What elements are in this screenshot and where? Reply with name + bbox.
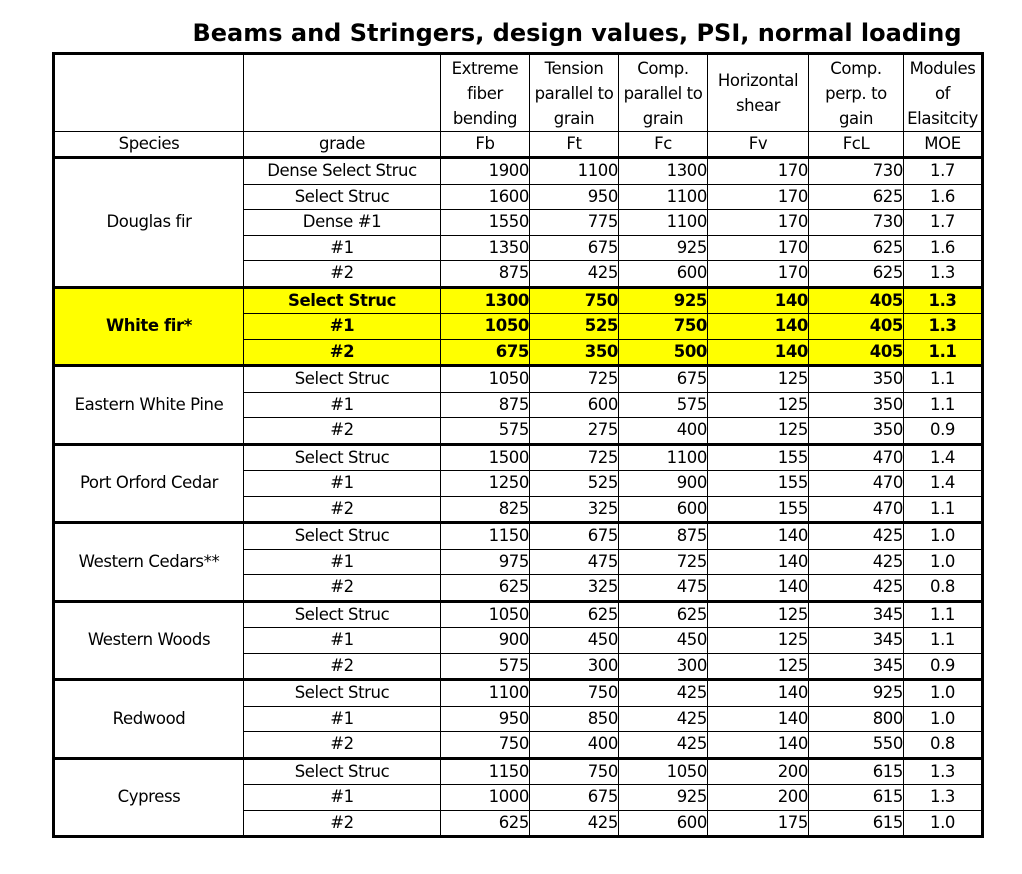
grade-cell: Select Struc bbox=[244, 601, 441, 628]
value-cell-fc: 625 bbox=[619, 601, 708, 628]
column-abbr: Ft bbox=[530, 132, 619, 158]
value-cell-fb: 1000 bbox=[441, 785, 530, 811]
value-cell-fb: 1500 bbox=[441, 444, 530, 471]
column-header-line: bending bbox=[452, 108, 518, 128]
value-cell-ft: 750 bbox=[530, 287, 619, 314]
value-cell-fc: 1100 bbox=[619, 184, 708, 210]
grade-cell: #1 bbox=[244, 628, 441, 654]
species-cell: Cypress bbox=[54, 758, 244, 837]
grade-cell: Select Struc bbox=[244, 680, 441, 707]
grade-cell: Select Struc bbox=[244, 523, 441, 550]
value-cell-moe: 1.1 bbox=[904, 601, 983, 628]
column-header-line: parallel to bbox=[534, 83, 614, 103]
value-cell-moe: 1.4 bbox=[904, 471, 983, 497]
value-cell-fc: 450 bbox=[619, 628, 708, 654]
value-cell-moe: 1.6 bbox=[904, 184, 983, 210]
value-cell-fcl: 730 bbox=[809, 158, 904, 185]
column-header-line: Comp. bbox=[637, 58, 689, 78]
grade-cell: #2 bbox=[244, 261, 441, 288]
value-cell-fb: 1100 bbox=[441, 680, 530, 707]
value-cell-fb: 1050 bbox=[441, 366, 530, 393]
value-cell-fcl: 615 bbox=[809, 810, 904, 837]
species-cell: White fir* bbox=[54, 287, 244, 366]
header-blank-grade bbox=[244, 54, 441, 132]
value-cell-fc: 725 bbox=[619, 549, 708, 575]
value-cell-ft: 425 bbox=[530, 810, 619, 837]
value-cell-fv: 140 bbox=[708, 314, 809, 340]
value-cell-ft: 400 bbox=[530, 732, 619, 759]
column-abbr: Fb bbox=[441, 132, 530, 158]
table-row bbox=[54, 601, 983, 628]
value-cell-ft: 275 bbox=[530, 418, 619, 445]
column-header-line: Horizontal bbox=[717, 71, 799, 90]
value-cell-fb: 575 bbox=[441, 418, 530, 445]
column-header-line: grain bbox=[642, 108, 684, 128]
page-title: Beams and Stringers, design values, PSI, normal loading bbox=[192, 19, 962, 47]
table-row bbox=[54, 758, 983, 785]
value-cell-ft: 725 bbox=[530, 444, 619, 471]
value-cell-fb: 1900 bbox=[441, 158, 530, 185]
value-cell-moe: 1.1 bbox=[904, 366, 983, 393]
value-cell-fcl: 345 bbox=[809, 601, 904, 628]
value-cell-fb: 900 bbox=[441, 628, 530, 654]
grade-cell: #1 bbox=[244, 235, 441, 261]
value-cell-ft: 625 bbox=[530, 601, 619, 628]
column-abbr: MOE bbox=[904, 132, 983, 158]
column-header-line: of bbox=[934, 83, 951, 103]
value-cell-fcl: 470 bbox=[809, 444, 904, 471]
value-cell-ft: 300 bbox=[530, 653, 619, 680]
grade-cell: #2 bbox=[244, 732, 441, 759]
value-cell-fv: 125 bbox=[708, 366, 809, 393]
value-cell-fcl: 350 bbox=[809, 418, 904, 445]
value-cell-fcl: 470 bbox=[809, 471, 904, 497]
grade-cell: #2 bbox=[244, 339, 441, 366]
column-abbr: Fc bbox=[619, 132, 708, 158]
value-cell-fv: 175 bbox=[708, 810, 809, 837]
value-cell-ft: 750 bbox=[530, 680, 619, 707]
value-cell-fb: 1350 bbox=[441, 235, 530, 261]
column-header bbox=[619, 54, 708, 132]
value-cell-moe: 0.9 bbox=[904, 418, 983, 445]
value-cell-moe: 1.1 bbox=[904, 339, 983, 366]
table-row bbox=[54, 287, 983, 314]
value-cell-moe: 1.3 bbox=[904, 261, 983, 288]
value-cell-moe: 0.9 bbox=[904, 653, 983, 680]
grade-cell: Select Struc bbox=[244, 287, 441, 314]
value-cell-moe: 1.3 bbox=[904, 758, 983, 785]
value-cell-fcl: 405 bbox=[809, 314, 904, 340]
value-cell-fcl: 625 bbox=[809, 184, 904, 210]
value-cell-moe: 1.3 bbox=[904, 314, 983, 340]
species-cell: Douglas fir bbox=[54, 158, 244, 288]
column-abbr: FcL bbox=[809, 132, 904, 158]
column-header bbox=[530, 54, 619, 132]
grade-cell: #1 bbox=[244, 549, 441, 575]
value-cell-fv: 125 bbox=[708, 601, 809, 628]
value-cell-fcl: 425 bbox=[809, 575, 904, 602]
column-header bbox=[904, 54, 983, 132]
value-cell-fb: 675 bbox=[441, 339, 530, 366]
grade-column-label: grade bbox=[244, 132, 441, 158]
value-cell-ft: 750 bbox=[530, 758, 619, 785]
value-cell-moe: 1.0 bbox=[904, 810, 983, 837]
species-cell: Western Woods bbox=[54, 601, 244, 680]
column-header-line: gain bbox=[838, 108, 874, 128]
value-cell-fc: 925 bbox=[619, 235, 708, 261]
value-cell-fv: 140 bbox=[708, 549, 809, 575]
species-cell: Western Cedars** bbox=[54, 523, 244, 602]
value-cell-fb: 750 bbox=[441, 732, 530, 759]
value-cell-fb: 1050 bbox=[441, 314, 530, 340]
value-cell-fv: 170 bbox=[708, 261, 809, 288]
value-cell-fv: 140 bbox=[708, 732, 809, 759]
value-cell-moe: 1.1 bbox=[904, 496, 983, 523]
value-cell-fb: 875 bbox=[441, 392, 530, 418]
value-cell-ft: 350 bbox=[530, 339, 619, 366]
grade-cell: Select Struc bbox=[244, 366, 441, 393]
value-cell-fb: 1250 bbox=[441, 471, 530, 497]
value-cell-ft: 325 bbox=[530, 496, 619, 523]
value-cell-fc: 600 bbox=[619, 496, 708, 523]
value-cell-moe: 1.0 bbox=[904, 680, 983, 707]
grade-cell: Select Struc bbox=[244, 184, 441, 210]
value-cell-fv: 155 bbox=[708, 444, 809, 471]
value-cell-fc: 1300 bbox=[619, 158, 708, 185]
value-cell-fv: 155 bbox=[708, 471, 809, 497]
value-cell-fc: 575 bbox=[619, 392, 708, 418]
value-cell-fcl: 925 bbox=[809, 680, 904, 707]
value-cell-fv: 170 bbox=[708, 235, 809, 261]
value-cell-fv: 125 bbox=[708, 392, 809, 418]
value-cell-fc: 425 bbox=[619, 680, 708, 707]
value-cell-fv: 140 bbox=[708, 706, 809, 732]
grade-cell: #1 bbox=[244, 706, 441, 732]
value-cell-fb: 625 bbox=[441, 810, 530, 837]
value-cell-fcl: 625 bbox=[809, 261, 904, 288]
value-cell-fcl: 350 bbox=[809, 366, 904, 393]
value-cell-fc: 600 bbox=[619, 261, 708, 288]
value-cell-fb: 1050 bbox=[441, 601, 530, 628]
value-cell-fv: 125 bbox=[708, 628, 809, 654]
grade-cell: #2 bbox=[244, 418, 441, 445]
species-cell: Port Orford Cedar bbox=[54, 444, 244, 523]
table-row bbox=[54, 680, 983, 707]
column-header-line: shear bbox=[735, 96, 781, 115]
table-row bbox=[54, 158, 983, 185]
value-cell-fc: 400 bbox=[619, 418, 708, 445]
column-header-line: Tension bbox=[544, 58, 604, 78]
grade-cell: #2 bbox=[244, 575, 441, 602]
value-cell-fcl: 425 bbox=[809, 549, 904, 575]
value-cell-fc: 750 bbox=[619, 314, 708, 340]
value-cell-fv: 170 bbox=[708, 210, 809, 236]
value-cell-moe: 1.1 bbox=[904, 392, 983, 418]
value-cell-fcl: 350 bbox=[809, 392, 904, 418]
value-cell-fv: 170 bbox=[708, 184, 809, 210]
value-cell-fcl: 615 bbox=[809, 785, 904, 811]
value-cell-ft: 950 bbox=[530, 184, 619, 210]
grade-cell: Select Struc bbox=[244, 758, 441, 785]
grade-cell: #1 bbox=[244, 314, 441, 340]
value-cell-fc: 425 bbox=[619, 706, 708, 732]
column-abbr: Fv bbox=[708, 132, 809, 158]
grade-cell: #2 bbox=[244, 496, 441, 523]
table-row bbox=[54, 444, 983, 471]
value-cell-moe: 1.3 bbox=[904, 287, 983, 314]
species-cell: Redwood bbox=[54, 680, 244, 759]
value-cell-fb: 825 bbox=[441, 496, 530, 523]
value-cell-fb: 1150 bbox=[441, 758, 530, 785]
value-cell-moe: 1.1 bbox=[904, 628, 983, 654]
value-cell-fb: 875 bbox=[441, 261, 530, 288]
value-cell-ft: 450 bbox=[530, 628, 619, 654]
value-cell-fb: 950 bbox=[441, 706, 530, 732]
value-cell-moe: 1.7 bbox=[904, 210, 983, 236]
value-cell-moe: 0.8 bbox=[904, 575, 983, 602]
value-cell-fcl: 730 bbox=[809, 210, 904, 236]
value-cell-fc: 1100 bbox=[619, 444, 708, 471]
grade-cell: #1 bbox=[244, 392, 441, 418]
value-cell-fv: 155 bbox=[708, 496, 809, 523]
value-cell-ft: 525 bbox=[530, 314, 619, 340]
value-cell-fc: 900 bbox=[619, 471, 708, 497]
value-cell-fcl: 345 bbox=[809, 628, 904, 654]
grade-cell: #2 bbox=[244, 810, 441, 837]
value-cell-ft: 600 bbox=[530, 392, 619, 418]
value-cell-fb: 975 bbox=[441, 549, 530, 575]
value-cell-fc: 600 bbox=[619, 810, 708, 837]
column-header bbox=[441, 54, 530, 132]
value-cell-fc: 925 bbox=[619, 785, 708, 811]
table-row bbox=[54, 523, 983, 550]
value-cell-fcl: 345 bbox=[809, 653, 904, 680]
value-cell-fc: 1050 bbox=[619, 758, 708, 785]
value-cell-fv: 140 bbox=[708, 575, 809, 602]
table-row bbox=[54, 366, 983, 393]
value-cell-fb: 1150 bbox=[441, 523, 530, 550]
column-header-line: Elasitcity bbox=[907, 108, 978, 128]
value-cell-fcl: 470 bbox=[809, 496, 904, 523]
value-cell-fv: 200 bbox=[708, 758, 809, 785]
value-cell-moe: 1.0 bbox=[904, 706, 983, 732]
value-cell-ft: 675 bbox=[530, 785, 619, 811]
column-header-line: fiber bbox=[467, 83, 503, 103]
column-header-line: Comp. bbox=[830, 58, 882, 78]
value-cell-ft: 725 bbox=[530, 366, 619, 393]
grade-cell: #2 bbox=[244, 653, 441, 680]
value-cell-fcl: 550 bbox=[809, 732, 904, 759]
species-cell: Eastern White Pine bbox=[54, 366, 244, 445]
column-header-line: Extreme bbox=[451, 58, 519, 78]
value-cell-fv: 140 bbox=[708, 287, 809, 314]
value-cell-moe: 1.4 bbox=[904, 444, 983, 471]
value-cell-ft: 850 bbox=[530, 706, 619, 732]
value-cell-fb: 1550 bbox=[441, 210, 530, 236]
value-cell-fv: 125 bbox=[708, 418, 809, 445]
value-cell-fcl: 405 bbox=[809, 287, 904, 314]
species-column-label: Species bbox=[54, 132, 244, 158]
value-cell-fv: 125 bbox=[708, 653, 809, 680]
value-cell-ft: 425 bbox=[530, 261, 619, 288]
design-values-table bbox=[52, 52, 984, 838]
value-cell-moe: 0.8 bbox=[904, 732, 983, 759]
value-cell-ft: 775 bbox=[530, 210, 619, 236]
value-cell-fc: 425 bbox=[619, 732, 708, 759]
value-cell-fc: 475 bbox=[619, 575, 708, 602]
value-cell-fb: 625 bbox=[441, 575, 530, 602]
grade-cell: #1 bbox=[244, 785, 441, 811]
value-cell-moe: 1.7 bbox=[904, 158, 983, 185]
value-cell-fcl: 615 bbox=[809, 758, 904, 785]
header-row bbox=[54, 54, 983, 132]
header-blank-species bbox=[54, 54, 244, 132]
grade-cell: Dense Select Struc bbox=[244, 158, 441, 185]
grade-cell: Select Struc bbox=[244, 444, 441, 471]
column-header-line: perp. to bbox=[825, 83, 887, 103]
value-cell-moe: 1.3 bbox=[904, 785, 983, 811]
column-header-line: Modules bbox=[909, 58, 976, 78]
column-header bbox=[809, 54, 904, 132]
value-cell-fcl: 405 bbox=[809, 339, 904, 366]
value-cell-ft: 675 bbox=[530, 523, 619, 550]
value-cell-fv: 140 bbox=[708, 680, 809, 707]
value-cell-fc: 1100 bbox=[619, 210, 708, 236]
value-cell-ft: 675 bbox=[530, 235, 619, 261]
grade-cell: #1 bbox=[244, 471, 441, 497]
value-cell-fv: 140 bbox=[708, 523, 809, 550]
grade-cell: Dense #1 bbox=[244, 210, 441, 236]
value-cell-fv: 140 bbox=[708, 339, 809, 366]
value-cell-fcl: 425 bbox=[809, 523, 904, 550]
value-cell-moe: 1.0 bbox=[904, 523, 983, 550]
value-cell-fcl: 625 bbox=[809, 235, 904, 261]
value-cell-fc: 925 bbox=[619, 287, 708, 314]
column-header-line: grain bbox=[553, 108, 595, 128]
value-cell-ft: 475 bbox=[530, 549, 619, 575]
value-cell-fcl: 800 bbox=[809, 706, 904, 732]
value-cell-fv: 170 bbox=[708, 158, 809, 185]
abbreviation-row bbox=[54, 132, 983, 158]
value-cell-fc: 675 bbox=[619, 366, 708, 393]
value-cell-fc: 500 bbox=[619, 339, 708, 366]
value-cell-moe: 1.6 bbox=[904, 235, 983, 261]
column-header-line: parallel to bbox=[623, 83, 703, 103]
value-cell-ft: 1100 bbox=[530, 158, 619, 185]
value-cell-ft: 525 bbox=[530, 471, 619, 497]
value-cell-fb: 1300 bbox=[441, 287, 530, 314]
value-cell-ft: 325 bbox=[530, 575, 619, 602]
value-cell-fc: 300 bbox=[619, 653, 708, 680]
value-cell-fb: 575 bbox=[441, 653, 530, 680]
column-header bbox=[708, 54, 809, 132]
value-cell-moe: 1.0 bbox=[904, 549, 983, 575]
value-cell-fv: 200 bbox=[708, 785, 809, 811]
value-cell-fc: 875 bbox=[619, 523, 708, 550]
value-cell-fb: 1600 bbox=[441, 184, 530, 210]
